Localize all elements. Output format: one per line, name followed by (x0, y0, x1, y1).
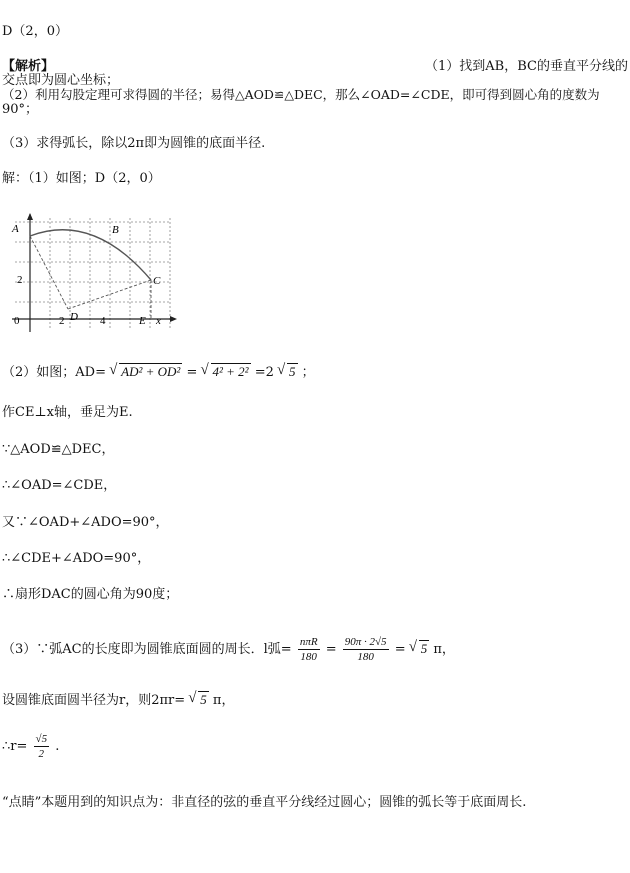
sqrt-ad-od (110, 364, 182, 380)
step2-prefix: （2）如图；AD= (2, 365, 106, 380)
analysis-part3: （3）求得弧长，除以2π即为圆锥的底面半径. (2, 136, 266, 151)
y-tick-2: 2 (17, 274, 23, 286)
point-a-label: A (12, 223, 19, 235)
step2-result-prefix: =2 (254, 365, 274, 380)
step4-suffix: π， (212, 693, 235, 708)
step3-eq: = (325, 642, 337, 657)
arc-substituted-numerator: 90π · 2√5 (344, 636, 387, 648)
proof-line-6: ∴扇形DAC的圆心角为90度； (2, 587, 179, 602)
analysis-label: 【解析】 (2, 59, 55, 74)
x-tick-0: 0 (14, 315, 20, 327)
proof-line-3: ∴∠OAD=∠CDE， (2, 478, 117, 493)
step2-suffix: ； (301, 365, 315, 380)
x-tick-4: 4 (100, 315, 106, 327)
point-e-label: E (139, 315, 146, 327)
analysis-part2-cont: 90°； (2, 102, 39, 117)
coordinate-graph (8, 212, 178, 336)
sqrt-5-radius-radicand: 5 (200, 692, 207, 707)
step4-prefix: 设圆锥底面圆半径为r，则2πr= (2, 693, 186, 708)
step3-prefix: （3）∵弧AC的长度即为圆锥底面圆的周长．l弧= (2, 642, 292, 657)
point-c-label: C (153, 275, 161, 287)
segment-ad (30, 236, 68, 309)
proof-line-1: 作CE⊥x轴，垂足为E. (2, 405, 133, 420)
x-axis-arrow (170, 316, 177, 322)
arc-length-formula (298, 635, 320, 664)
step4-line (2, 692, 234, 709)
step3-suffix: π， (433, 642, 455, 657)
top-answer: D（2，0） (2, 24, 68, 39)
proof-line-5: ∴∠CDE+∠ADO=90°， (2, 551, 151, 566)
step2-line (2, 364, 315, 381)
proof-line-4: 又∵∠OAD+∠ADO=90°， (2, 515, 169, 530)
proof-line-2: ∵△AOD≌△DEC， (2, 442, 115, 457)
step2-eq: = (186, 365, 198, 380)
analysis-part1: （1）找到AB，BC的垂直平分线的 (425, 59, 628, 74)
x-tick-2: 2 (59, 315, 65, 327)
sqrt-5 (278, 364, 298, 380)
sqrt-5-arc-radicand: 5 (420, 641, 428, 656)
arc-substituted-denominator: 180 (357, 651, 374, 663)
step5-prefix: ∴r= (2, 739, 28, 754)
radius-fraction (34, 732, 50, 761)
sqrt-5-radicand: 5 (289, 364, 296, 379)
y-axis-arrow (27, 213, 33, 220)
x-axis-label: x (156, 315, 161, 327)
step3-line (2, 634, 455, 665)
analysis-part1-cont: 交点即为圆心坐标； (2, 73, 120, 88)
arc-length-substituted (343, 635, 389, 664)
point-b-label: B (112, 224, 119, 236)
arc-formula-numerator: nπR (299, 636, 318, 648)
sqrt-ad-od-radicand: AD² + OD² (121, 364, 181, 379)
radius-numerator: √5 (35, 733, 48, 745)
segment-dc (68, 280, 151, 309)
sqrt-5-arc (410, 634, 430, 664)
graph-grid (15, 218, 171, 328)
analysis-part2: （2）利用勾股定理可求得圆的半径；易得△AOD≌△DEC，那么∠OAD=∠CDE，即可得到圆心角的度数为 (2, 87, 600, 102)
solution-line: 解：（1）如图；D（2，0） (2, 171, 161, 186)
arc-ac (30, 230, 151, 280)
sqrt-5-radius (189, 692, 209, 708)
step5-line (2, 732, 59, 762)
step5-suffix: . (55, 739, 60, 754)
tip-note: “点睛”本题用到的知识点为：非直径的弦的垂直平分线经过圆心；圆锥的弧长等于底面周长. (2, 795, 527, 810)
arc-formula-denominator: 180 (300, 651, 317, 663)
point-d-label: D (70, 311, 78, 323)
sqrt-4-2 (202, 364, 251, 380)
radius-denominator: 2 (38, 748, 45, 760)
step3-eq2: = (394, 642, 406, 657)
sqrt-4-2-radicand: 4² + 2² (212, 364, 249, 379)
